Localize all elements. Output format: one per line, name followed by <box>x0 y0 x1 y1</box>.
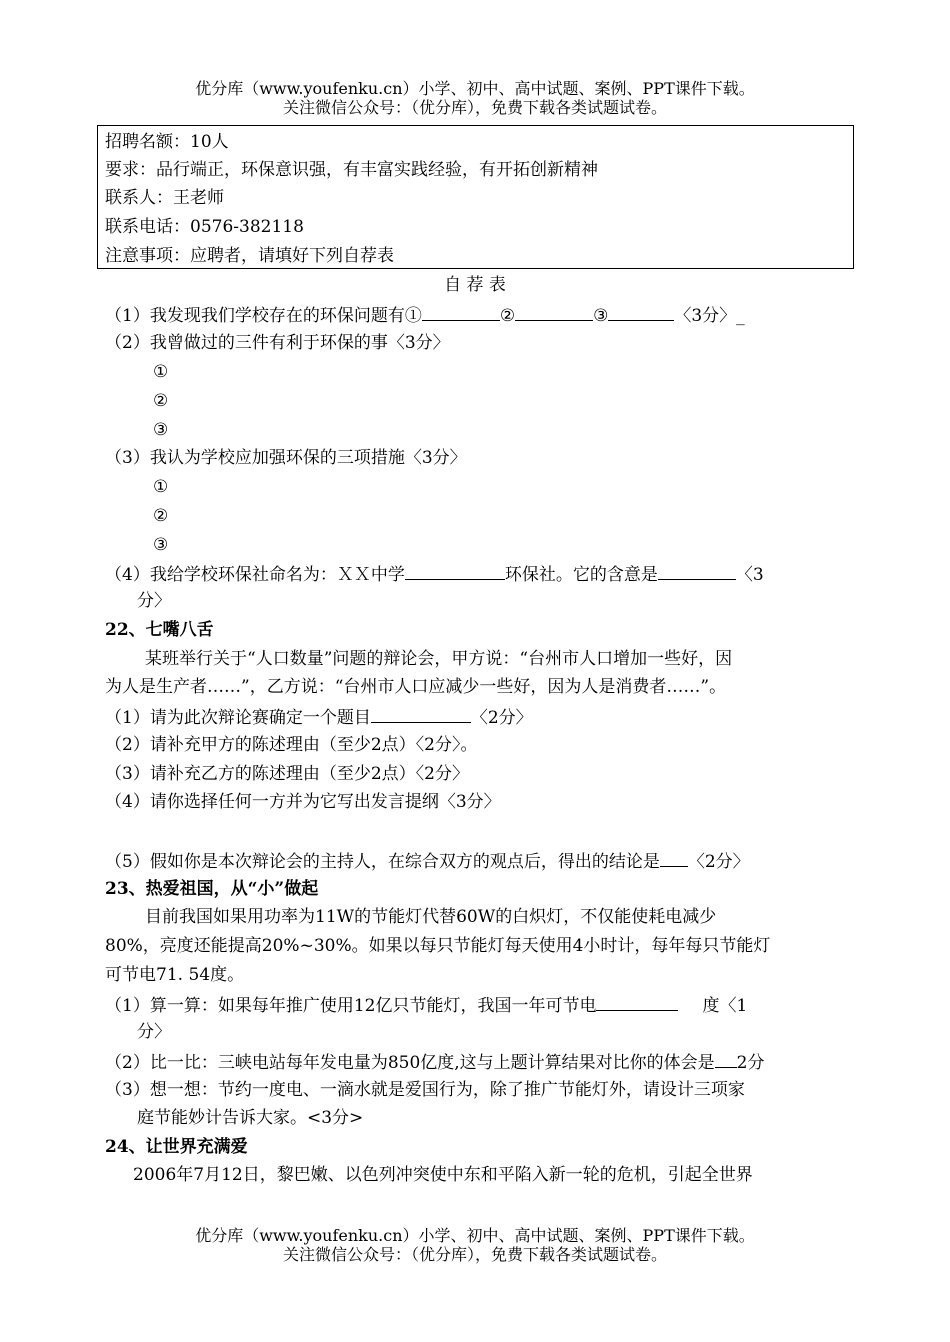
form-q4-score: 〈3 <box>735 565 764 585</box>
s22-q5-text: （5）假如你是本次辩论会的主持人，在综合双方的观点后，得出的结论是 <box>105 852 660 872</box>
s22-title: 22、七嘴八舌 <box>105 620 214 640</box>
form-q4-text: （4）我给学校环保社命名为：ＸＸ中学 <box>105 565 405 585</box>
s22-q4: （4）请你选择任何一方并为它写出发言提纲〈3分〉 <box>105 792 501 812</box>
form-q3-item-1: ① <box>153 477 169 497</box>
recruit-notice-box <box>97 125 854 269</box>
form-q3-item-3: ③ <box>153 535 169 555</box>
s23-q1-score: 度〈1 <box>702 996 748 1016</box>
form-q1-text: （1）我发现我们学校存在的环保问题有① <box>105 306 422 326</box>
s23-q1-score-cont: 分〉 <box>137 1022 171 1042</box>
s23-q2-blank[interactable] <box>715 1051 737 1068</box>
notice-contact: 联系人：王老师 <box>105 188 224 208</box>
s24-title: 24、让世界充满爱 <box>105 1137 248 1157</box>
s23-q1 <box>105 994 747 1016</box>
form-q1-score: 〈3分〉_ <box>674 306 745 326</box>
s23-q1-text: （1）算一算：如果每年推广使用12亿只节能灯，我国一年可节电 <box>105 996 597 1016</box>
footer-line-2: 关注微信公众号：（优分库），免费下载各类试题试卷。 <box>282 1245 667 1264</box>
s23-q2 <box>105 1051 765 1073</box>
form-q1-mark-2: ② <box>499 306 516 326</box>
notice-requirement: 要求：品行端正，环保意识强，有丰富实践经验，有开拓创新精神 <box>105 160 598 180</box>
s23-title: 23、热爱祖国，从“小”做起 <box>105 879 319 899</box>
s22-q5-score: 〈2分〉 <box>687 852 750 872</box>
form-q4-name-blank[interactable] <box>405 563 505 580</box>
form-q4 <box>105 563 764 585</box>
s22-intro-1: 某班举行关于“人口数量”问题的辩论会，甲方说：“台州市人口增加一些好，因 <box>145 649 733 669</box>
form-q1-blank-3[interactable] <box>608 304 674 321</box>
notice-quota: 招聘名额：10人 <box>105 132 229 152</box>
s23-intro-2: 80%，亮度还能提高20%~30%。如果以每只节能灯每天使用4小时计，每年每只节能灯 <box>105 936 771 956</box>
s23-q2-score: 2分 <box>736 1053 765 1073</box>
notice-note: 注意事项：应聘者，请填好下列自荐表 <box>105 246 394 266</box>
header-line-2: 关注微信公众号：（优分库），免费下载各类试题试卷。 <box>282 98 667 117</box>
form-title: 自 荐 表 <box>444 275 506 295</box>
s22-q5 <box>105 850 750 872</box>
s23-intro-1: 目前我国如果用功率为11W的节能灯代替60W的白炽灯，不仅能使耗电减少 <box>145 907 717 927</box>
form-q3-item-2: ② <box>153 506 169 526</box>
s22-q1-score: 〈2分〉 <box>470 708 533 728</box>
s23-q3: （3）想一想：节约一度电、一滴水就是爱国行为，除了推广节能灯外，请设计三项家 <box>105 1080 745 1100</box>
form-q1-mark-3: ③ <box>593 306 609 326</box>
form-q1-blank-2[interactable] <box>515 304 593 321</box>
form-q3: （3）我认为学校应加强环保的三项措施〈3分〉 <box>105 448 467 468</box>
s22-q3: （3）请补充乙方的陈述理由（至少2点）〈2分〉 <box>105 764 469 784</box>
s23-intro-3: 可节电71. 54度。 <box>105 965 245 985</box>
form-q2-item-2: ② <box>153 391 169 411</box>
form-q4-meaning-text: 环保社。它的含意是 <box>504 565 658 585</box>
form-q2-item-3: ③ <box>153 420 169 440</box>
s22-q1-blank[interactable] <box>371 706 471 723</box>
form-q1 <box>105 304 745 326</box>
form-q4-score-cont: 分〉 <box>137 591 171 611</box>
s24-intro-1: 2006年7月12日，黎巴嫩、以色列冲突使中东和平陷入新一轮的危机，引起全世界 <box>133 1165 753 1185</box>
notice-phone: 联系电话：0576-382118 <box>105 217 304 237</box>
s23-q1-blank[interactable] <box>596 994 678 1011</box>
s22-q1-text: （1）请为此次辩论赛确定一个题目 <box>105 708 371 728</box>
s22-q5-blank[interactable] <box>660 850 688 867</box>
s23-q3-cont: 庭节能妙计告诉大家。<3分> <box>137 1108 364 1128</box>
form-q2-item-1: ① <box>153 362 169 382</box>
s22-q2: （2）请补充甲方的陈述理由（至少2点）〈2分〉。 <box>105 735 478 755</box>
form-q4-meaning-blank[interactable] <box>658 563 736 580</box>
form-q2: （2）我曾做过的三件有利于环保的事〈3分〉 <box>105 333 450 353</box>
s23-q2-text: （2）比一比：三峡电站每年发电量为850亿度,这与上题计算结果对比你的体会是 <box>105 1053 715 1073</box>
s22-intro-2: 为人是生产者……”，乙方说：“台州市人口应减少一些好，因为人是消费者……”。 <box>105 677 727 697</box>
s22-q1 <box>105 706 533 728</box>
header-line-1: 优分库（www.youfenku.cn）小学、初中、高中试题、案例、PPT课件下载。 <box>195 79 755 98</box>
form-q1-blank-1[interactable] <box>422 304 500 321</box>
footer-line-1: 优分库（www.youfenku.cn）小学、初中、高中试题、案例、PPT课件下载。 <box>195 1226 755 1245</box>
